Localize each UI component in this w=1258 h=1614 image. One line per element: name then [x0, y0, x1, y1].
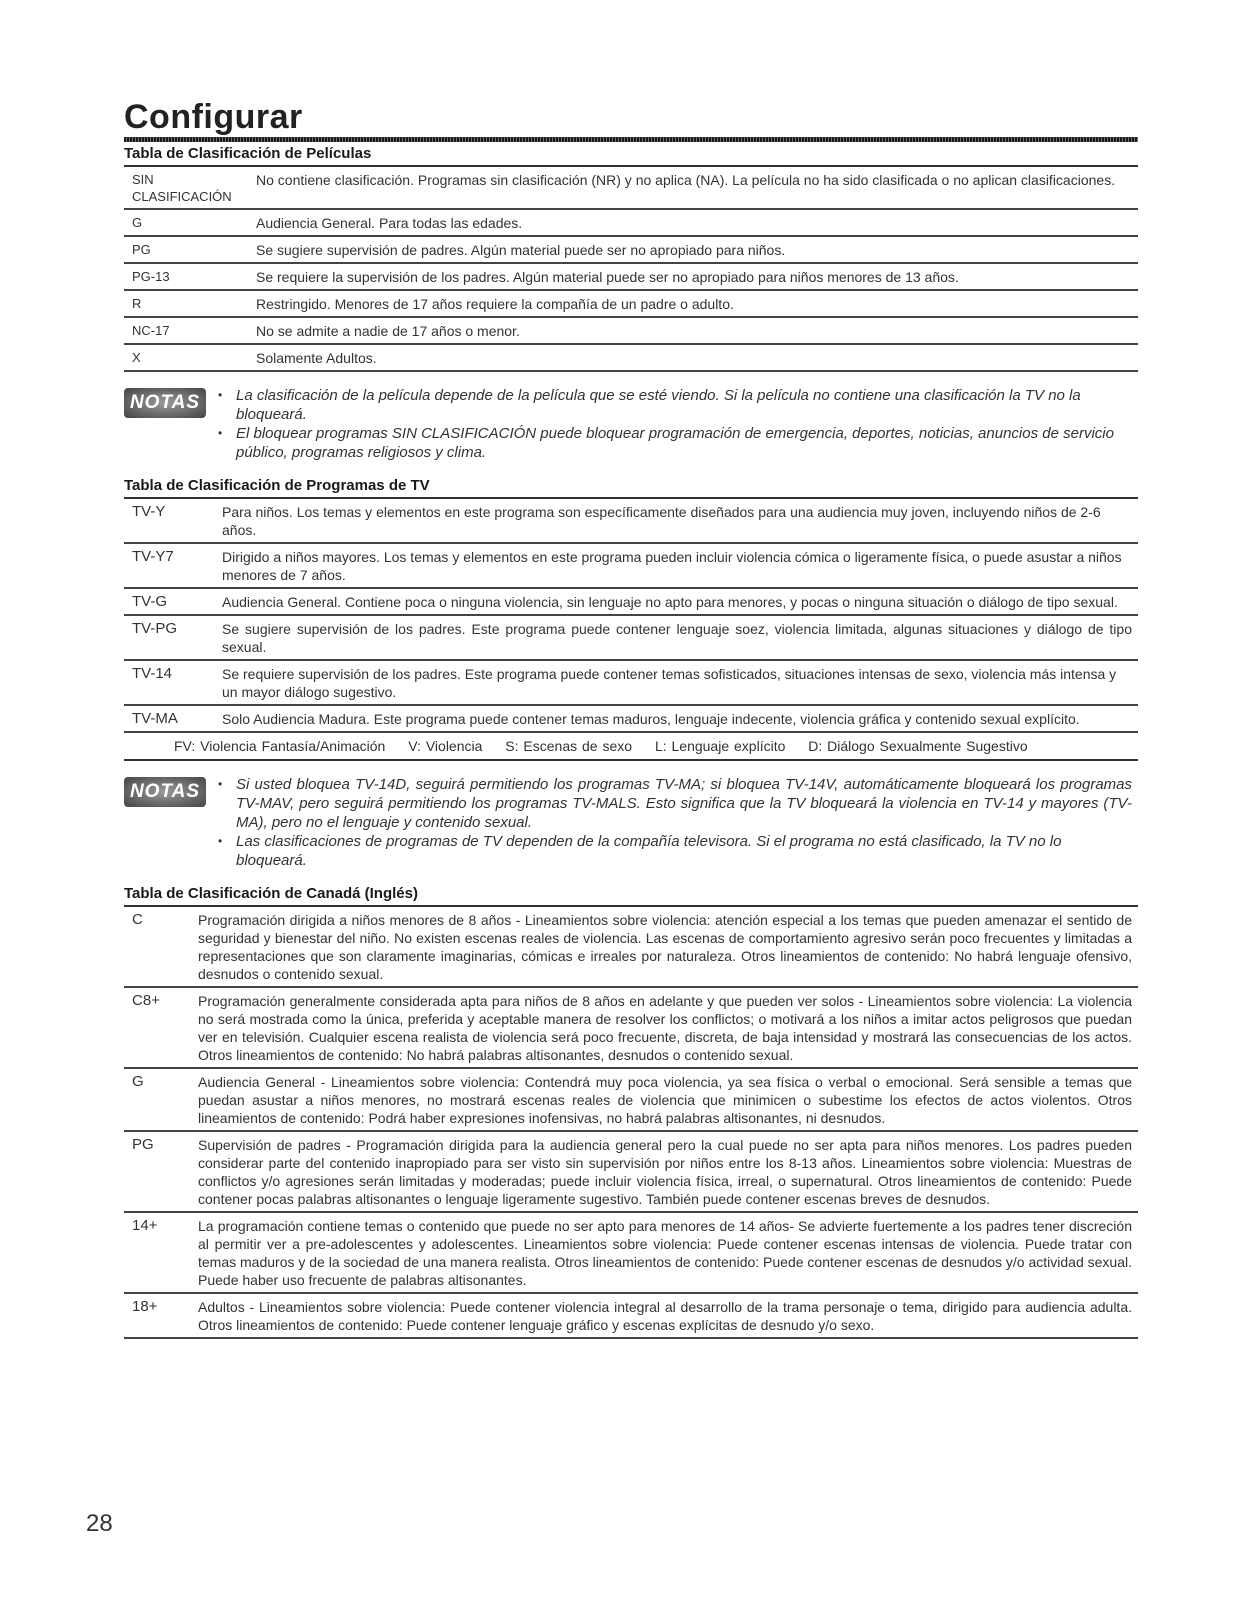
- legend-item: D: Diálogo Sexualmente Sugestivo: [808, 738, 1028, 754]
- tv-rating-table: [124, 499, 1138, 761]
- title-rule: [124, 137, 1138, 142]
- table-row: [124, 589, 1138, 616]
- rating-description: La programación contiene temas o contenido que puede no ser apto para menores de 14 años- Se advierte fuertemente a los padres tener discreción al permitir ver a pre-adolescentes y adolescentes. Lineamientos sobre violencia: Puede contener escenas intensas de violencia. Puede tratar con temas maduros y de la sociedad de una manera realista. Otros lineamientos de contenido: Puede contener escenas de desnudos y/o actividad sexual. Puede haber uso frecuente de palabras altisonantes.: [198, 1218, 1132, 1288]
- table-row: [124, 291, 1138, 318]
- table-row: [124, 544, 1138, 589]
- notes-list: [218, 775, 1138, 870]
- rating-description: Audiencia General. Contiene poca o ninguna violencia, sin lenguaje no apto para menores, y pocas o ninguna situación o diálogo de tipo sexual.: [222, 594, 1118, 610]
- movie-rating-table: [124, 167, 1138, 372]
- rating-description: Supervisión de padres - Programación dirigida para la audiencia general pero la cual puede no ser apta para niños menores. Los padres pueden considerar parte del contenido inapropiado para ser visto sin supervisión por niños entre los 8-13 años. Lineamientos sobre violencia: Muestras de conflictos y/o agresiones serán limitadas y moderadas; puede incluir violencia física, irreal, o supernatural. Otros lineamientos de contenido: Puede contener pocas palabras altisonantes o lenguaje ligeramente sugestivo. También puede contener escenas breves de desnudos.: [198, 1137, 1132, 1207]
- rating-code: X: [132, 350, 141, 365]
- rating-code: C: [132, 911, 143, 928]
- table-row: [124, 661, 1138, 706]
- page-title: Configurar: [124, 98, 303, 136]
- rating-description: Se sugiere supervisión de padres. Algún material puede ser no apropiado para niños.: [256, 242, 786, 258]
- rating-description: Solo Audiencia Madura. Este programa puede contener temas maduros, lenguaje indecente, violencia gráfica y contenido sexual explícito.: [222, 711, 1080, 727]
- note-item: • El bloquear programas SIN CLASIFICACIÓN puede bloquear programación de emergencia, deportes, noticias, anuncios de servicio público, programas religiosos y clima.: [218, 424, 1138, 462]
- rating-code: G: [132, 1073, 144, 1090]
- rating-code: G: [132, 215, 143, 230]
- note-item: • Si usted bloquea TV-14D, seguirá permitiendo los programas TV-MA; si bloquea TV-14V, automáticamente bloqueará los programas TV-MAV, pero seguirá permitiendo los programas TV-MALS. Esto significa que la TV bloqueará la violencia en TV-14 y mayores (TV-MA), pero no el lenguaje y contenido sexual.: [218, 775, 1138, 832]
- rating-description: Para niños. Los temas y elementos en este programa son específicamente diseñados para una audiencia muy joven, incluyendo niños de 2-6 años.: [222, 504, 1101, 538]
- legend-item: L: Lenguaje explícito: [654, 738, 786, 754]
- table-row: [124, 907, 1138, 988]
- table-row: [124, 1213, 1138, 1294]
- notes-badge: NOTAS: [124, 777, 206, 807]
- table-row: [124, 345, 1138, 372]
- rating-description: Audiencia General. Para todas las edades.: [256, 215, 523, 231]
- canada-table-heading: Tabla de Clasificación de Canadá (Inglés): [124, 884, 1138, 907]
- rating-description: No se admite a nadie de 17 años o menor.: [256, 323, 520, 339]
- table-row: [124, 988, 1138, 1069]
- rating-code: PG: [132, 1136, 154, 1153]
- rating-code: TV-PG: [132, 620, 178, 637]
- tv-legend: [124, 733, 1138, 761]
- canada-rating-table: [124, 907, 1138, 1339]
- table-row: [124, 318, 1138, 345]
- rating-code: TV-Y7: [132, 548, 174, 565]
- rating-code: R: [132, 296, 142, 311]
- table-row: [124, 264, 1138, 291]
- notes-block: [124, 386, 1138, 462]
- rating-description: Programación generalmente considerada apta para niños de 8 años en adelante y que pueden ver solos - Lineamientos sobre violencia: La violencia no será mostrada como la única, preferida y aceptable manera de resolver los conflictos; o motivará a los niños a imitar actos peligrosos que puedan ver en televisión. Cualquier escena realista de violencia será poco frecuente, discreta, de baja intensidad y mostrará las consecuencias de los actos. Otros lineamientos de contenido: No habrá palabras altisonantes, desnudos o contenido sexual.: [198, 993, 1132, 1063]
- tv-table-heading: Tabla de Clasificación de Programas de TV: [124, 476, 1138, 499]
- table-row: [124, 706, 1138, 733]
- page-number: 28: [86, 1510, 113, 1537]
- table-row: [124, 1069, 1138, 1132]
- rating-description: Audiencia General - Lineamientos sobre violencia: Contendrá muy poca violencia, ya sea física o verbal o emocional. Será sensible a temas que puedan asustar a niños menores, no mostrará escenas reales de violencia que minimicen o subestime los efectos de actos violentos. Otros lineamientos de contenido: Podrá haber expresiones inofensivas, no habrá palabras altisonantes, ni desnudos.: [198, 1074, 1132, 1126]
- rating-code: SIN CLASIFICACIÓN: [132, 172, 232, 204]
- table-row: [124, 499, 1138, 544]
- rating-code: PG-13: [132, 269, 170, 284]
- table-row: [124, 210, 1138, 237]
- rating-code: 18+: [132, 1298, 158, 1315]
- table-row: [124, 1132, 1138, 1213]
- rating-code: TV-G: [132, 593, 168, 610]
- legend-item: FV: Violencia Fantasía/Animación: [174, 738, 386, 754]
- notes-badge: NOTAS: [124, 388, 206, 418]
- page-content: [124, 98, 1138, 1339]
- rating-code: TV-MA: [132, 710, 178, 727]
- table-row: [124, 237, 1138, 264]
- rating-description: Se sugiere supervisión de los padres. Este programa puede contener lenguaje soez, violencia limitada, algunas situaciones y diálogo de tipo sexual.: [222, 621, 1132, 655]
- table-row: [124, 616, 1138, 661]
- note-item: • La clasificación de la película depende de la película que se esté viendo. Si la película no contiene una clasificación la TV no la bloqueará.: [218, 386, 1138, 424]
- rating-description: Adultos - Lineamientos sobre violencia: Puede contener violencia integral al desarrollo de la trama personaje o tema, dirigido para audiencia adulta. Otros lineamientos de contenido: Puede contener lenguaje gráfico y escenas explícitas de desnudo y/o sexo.: [198, 1299, 1132, 1333]
- rating-description: Se requiere la supervisión de los padres. Algún material puede ser no apropiado para niños menores de 13 años.: [256, 269, 959, 285]
- legend-item: V: Violencia: [408, 738, 483, 754]
- rating-description: Programación dirigida a niños menores de 8 años - Lineamientos sobre violencia: atención especial a los temas que pueden amenazar el sentido de seguridad y bienestar del niño. No existen escenas reales de violencia. Las escenas de comportamiento agresivo serán poco frecuentes y limitadas a representaciones que son claramente imaginarias, cómicas e irreales por naturaleza. Otros lineamientos de contenido: No habrá lenguaje ofensivo, desnudos o contenido sexual.: [198, 912, 1132, 982]
- rating-code: 14+: [132, 1217, 158, 1234]
- rating-code: PG: [132, 242, 151, 257]
- table-row: [124, 167, 1138, 210]
- note-item: • Las clasificaciones de programas de TV dependen de la compañía televisora. Si el programa no está clasificado, la TV no lo bloqueará.: [218, 832, 1138, 870]
- rating-code: TV-Y: [132, 503, 166, 520]
- rating-code: C8+: [132, 992, 160, 1009]
- rating-description: No contiene clasificación. Programas sin clasificación (NR) y no aplica (NA). La película no ha sido clasificada o no aplican clasificaciones.: [256, 172, 1116, 188]
- table-row: [124, 1294, 1138, 1339]
- notes-list: [218, 386, 1138, 462]
- rating-description: Solamente Adultos.: [256, 350, 377, 366]
- rating-code: NC-17: [132, 323, 170, 338]
- rating-description: Dirigido a niños mayores. Los temas y elementos en este programa pueden incluir violencia cómica o ligeramente física, o puede asustar a niños menores de 7 años.: [222, 549, 1122, 583]
- rating-code: TV-14: [132, 665, 173, 682]
- notes-block: [124, 775, 1138, 870]
- legend-item: S: Escenas de sexo: [505, 738, 633, 754]
- rating-description: Se requiere supervisión de los padres. Este programa puede contener temas sofisticados, situaciones intensas de sexo, violencia más intensa y un mayor diálogo sugestivo.: [222, 666, 1117, 700]
- movie-table-heading: Tabla de Clasificación de Películas: [124, 144, 1138, 167]
- rating-description: Restringido. Menores de 17 años requiere la compañía de un padre o adulto.: [256, 296, 734, 312]
